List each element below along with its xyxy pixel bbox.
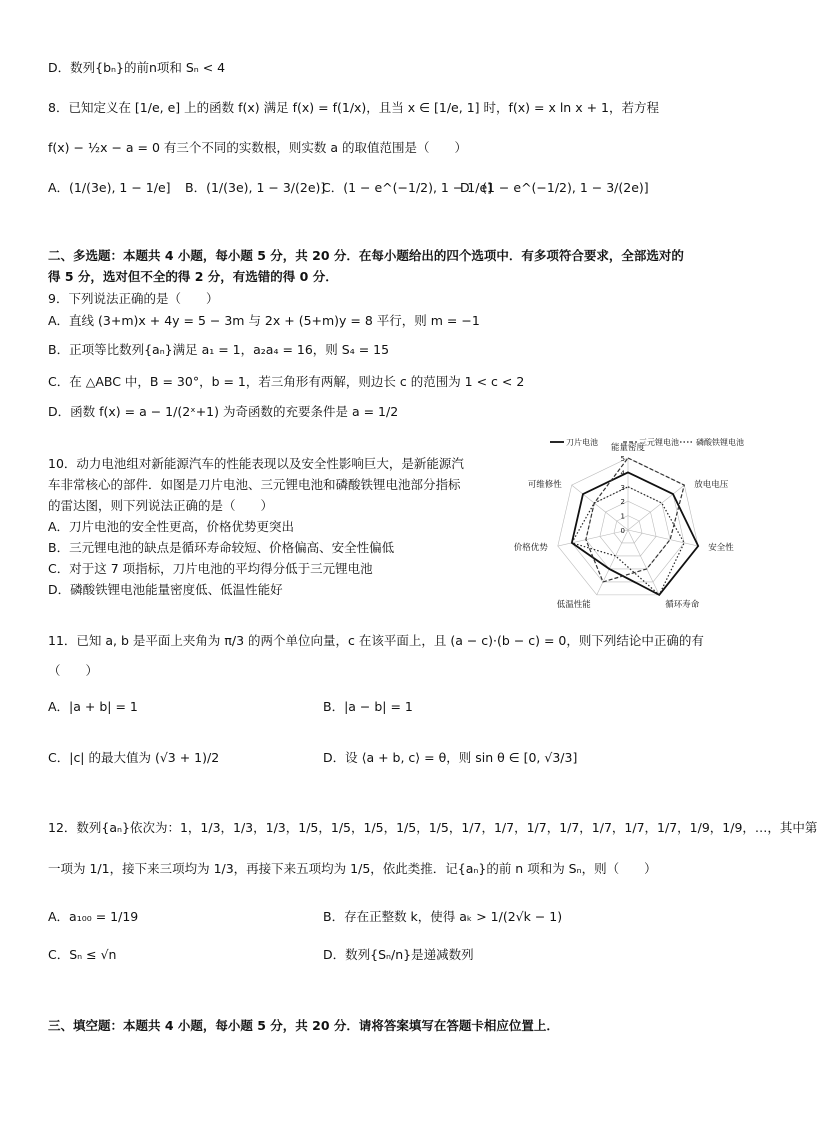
q12-option-c: C．Sₙ ≤ √n — [48, 947, 117, 962]
tick-label: 2 — [620, 498, 625, 507]
axis-label: 循环寿命 — [665, 599, 700, 610]
radar-axis-labels — [514, 442, 734, 610]
q9-option-c: C．在 △ABC 中，B = 30°，b = 1，若三角形有两解，则边长 c 的范围为 1 < c < 2 — [48, 374, 525, 389]
axis-label: 能量密度 — [610, 443, 646, 453]
radar-series — [572, 458, 698, 595]
q10-option-b: B．三元锂电池的缺点是循环寿命较短、价格偏高、安全性偏低 — [48, 540, 395, 555]
q10-stem-line2: 车非常核心的部件．如图是刀片电池、三元锂电池和磷酸铁锂电池部分指标 — [48, 477, 461, 492]
q12-stem-line1: 12．数列{aₙ}依次为：1，1/3，1/3，1/3，1/5，1/5，1/5，1/5，1/5，1/7，1/7，1/7，1/7，1/7，1/7，1/7，1/9，1/9，…，其中第 — [48, 820, 817, 835]
q10-stem-line3: 的雷达图，则下列说法正确的是（ ） — [48, 498, 274, 513]
q8-option-c: C．(1 − e^(−1/2), 1 − 1/e] — [322, 180, 493, 195]
q11-option-b: B．|a − b| = 1 — [323, 699, 413, 714]
q10-stem-line1: 10．动力电池组对新能源汽车的性能表现以及安全性影响巨大，是新能源汽 — [48, 456, 464, 471]
section2-heading-line1: 二、多选题：本题共 4 小题，每小题 5 分，共 20 分．在每小题给出的四个选项中．有多项符合要求，全部选对的 — [48, 248, 684, 263]
q11-option-d: D．设 ⟨a + b, c⟩ = θ，则 sin θ ∈ [0, √3/3] — [323, 750, 578, 765]
q12-option-b: B．存在正整数 k，使得 aₖ > 1/(2√k − 1) — [323, 909, 563, 924]
q10-option-c: C．对于这 7 项指标，刀片电池的平均得分低于三元锂电池 — [48, 561, 373, 576]
tick-label: 4 — [620, 469, 625, 478]
q12-stem-line2: 一项为 1/1，接下来三项均为 1/3，再接下来五项均为 1/5，依此类推．记{aₙ}的前 n 项和为 Sₙ，则（ ） — [48, 861, 657, 876]
tick-label: 5 — [620, 455, 625, 463]
q8-option-b: B．(1/(3e), 1 − 3/(2e)] — [185, 180, 326, 195]
legend-label: 磷酸铁锂电池 — [696, 438, 744, 447]
q11-paren: （ ） — [48, 663, 99, 678]
axis-label: 低温性能 — [556, 599, 591, 610]
q12-option-d: D．数列{Sₙ/n}是递减数列 — [323, 947, 474, 962]
tick-label: 3 — [620, 483, 625, 492]
q8-option-a: A．(1/(3e), 1 − 1/e] — [48, 180, 171, 195]
q12-option-a: A．a₁₀₀ = 1/19 — [48, 909, 139, 924]
axis-label: 安全性 — [708, 543, 734, 554]
axis-label: 放电电压 — [694, 480, 729, 491]
q9-option-b: B．正项等比数列{aₙ}满足 a₁ = 1，a₂a₄ = 16，则 S₄ = 15 — [48, 342, 390, 357]
radar-chart — [513, 430, 756, 610]
q8-option-d: D．(1 − e^(−1/2), 1 − 3/(2e)] — [460, 180, 649, 195]
q11-stem: 11．已知 a, b 是平面上夹角为 π/3 的两个单位向量，c 在该平面上，且 (a − c)·(b − c) = 0，则下列结论中正确的有 — [48, 633, 704, 648]
section2-heading-line2: 得 5 分，选对但不全的得 2 分，有选错的得 0 分． — [48, 269, 338, 284]
axis-label: 可维修性 — [527, 480, 562, 491]
legend-label: 刀片电池 — [566, 438, 598, 447]
radar-legend — [550, 437, 744, 447]
q9-stem: 9．下列说法正确的是（ ） — [48, 291, 219, 306]
q7-option-d: D．数列{bₙ}的前n项和 Sₙ < 4 — [48, 60, 226, 75]
q8-stem-line1: 8．已知定义在 [1/e, e] 上的函数 f(x) 满足 f(x) = f(1/x)，且当 x ∈ [1/e, 1] 时，f(x) = x ln x + 1，若方程 — [48, 100, 659, 115]
tick-label: 0 — [620, 527, 625, 535]
q11-option-c: C．|c| 的最大值为 (√3 + 1)/2 — [48, 750, 220, 765]
axis-label: 价格优势 — [513, 543, 548, 554]
spoke-line — [628, 530, 659, 595]
q10-option-a: A．刀片电池的安全性更高，价格优势更突出 — [48, 519, 295, 534]
section3-heading: 三、填空题：本题共 4 小题，每小题 5 分，共 20 分．请将答案填写在答题卡相应位置上． — [48, 1018, 559, 1033]
q11-option-a: A．|a + b| = 1 — [48, 699, 138, 714]
q8-stem-line2: f(x) − ½x − a = 0 有三个不同的实数根，则实数 a 的取值范围是（ ） — [48, 140, 468, 155]
q9-option-a: A．直线 (3+m)x + 4y = 5 − 3m 与 2x + (5+m)y = 8 平行，则 m = −1 — [48, 313, 480, 328]
tick-label: 1 — [620, 512, 625, 521]
legend-label: 三元锂电池 — [639, 438, 679, 447]
q10-option-d: D．磷酸铁锂电池能量密度低、低温性能好 — [48, 582, 283, 597]
q9-option-d: D．函数 f(x) = a − 1/(2ˣ+1) 为奇函数的充要条件是 a = 1/2 — [48, 404, 399, 419]
